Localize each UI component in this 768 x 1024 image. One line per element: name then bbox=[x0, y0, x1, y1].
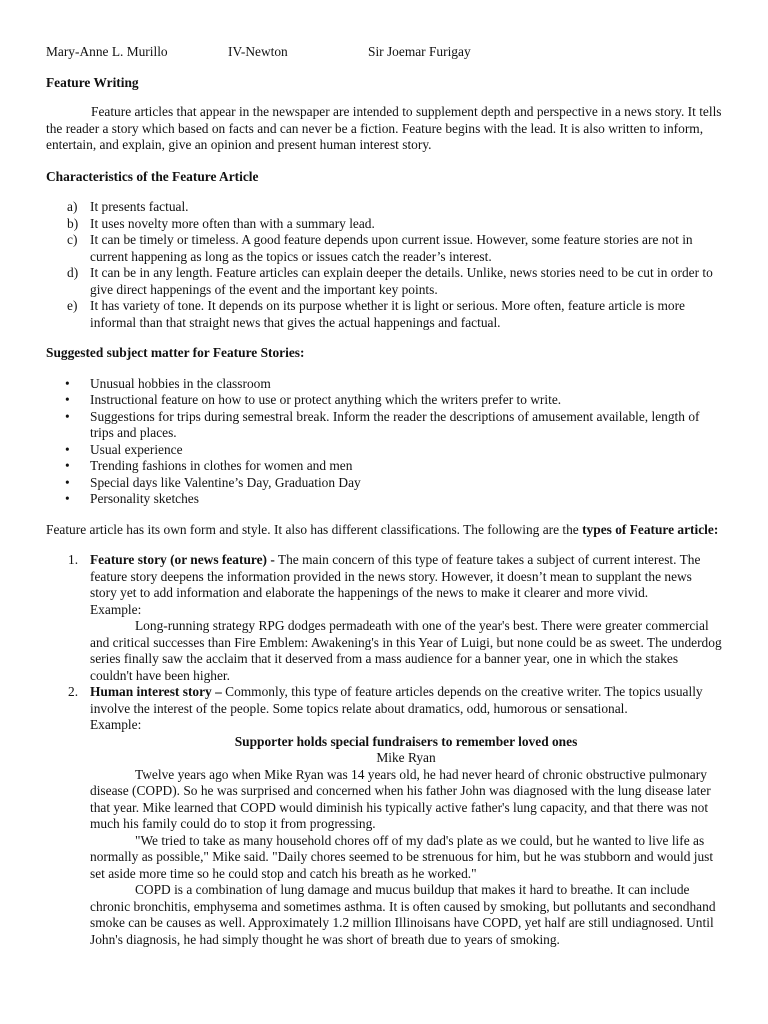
list-item-text: Special days like Valentine’s Day, Graduation Day bbox=[90, 474, 361, 490]
types-intro-text: Feature article has its own form and style. It also has different classifications. The following are the bbox=[46, 521, 583, 537]
bullet-icon: • bbox=[65, 441, 70, 457]
document-title: Feature Writing bbox=[46, 74, 139, 90]
article-title: Supporter holds special fundraisers to remember loved ones bbox=[234, 733, 578, 749]
list-marker: b) bbox=[67, 215, 79, 231]
list-item-text: Trending fashions in clothes for women and men bbox=[90, 458, 353, 473]
type-description: The main concern of this type of feature takes a subject of current interest. The feature story deepens the information provided in the news story. However, it doesn’t mean to supplant the news story yet to add information and elaborate the happenings of the news to make it clearer and more vivid. bbox=[90, 552, 701, 600]
subjects-heading: Suggested subject matter for Feature Stories: bbox=[46, 345, 305, 360]
list-item bbox=[46, 199, 722, 216]
example-label: Example: bbox=[90, 601, 142, 617]
list-item bbox=[46, 458, 722, 475]
list-item bbox=[46, 442, 722, 459]
class-section: IV-Newton bbox=[228, 44, 288, 59]
list-item-text: It uses novelty more often than with a summary lead. bbox=[90, 215, 375, 231]
list-item-text: It can be timely or timeless. A good feature depends upon current issue. However, some feature stories are not in current happening as long as the topics or issues catch the reader’s interest. bbox=[90, 232, 693, 264]
list-item-text: Instructional feature on how to use or protect anything which the writers prefer to write. bbox=[90, 392, 562, 407]
list-item-text: Personality sketches bbox=[90, 491, 199, 506]
type-description: Commonly, this type of feature articles depends on the creative writer. The topics usually involve the interest of the people. Some topics relate about dramatics, odd, humorous or sensational. bbox=[90, 684, 703, 716]
list-item-text: Suggestions for trips during semestral break. Inform the reader the descriptions of amusement available, length of trips and places. bbox=[90, 408, 700, 440]
list-item bbox=[46, 392, 722, 409]
document-page bbox=[46, 44, 722, 948]
list-item bbox=[46, 265, 722, 298]
author-name: Mary-Anne L. Murillo bbox=[46, 44, 168, 59]
type-term: Human interest story – bbox=[90, 684, 222, 699]
subjects-list bbox=[46, 376, 722, 508]
types-list bbox=[46, 552, 722, 948]
intro-paragraph: Feature articles that appear in the newspaper are intended to supplement depth and perspective in a news story. It tells the reader a story which based on facts and can never be a fiction. Feature begins with the lead. It is also written to inform, entertain, and explain, give an opinion and present human interest story. bbox=[46, 104, 722, 152]
list-item bbox=[46, 232, 722, 265]
document-header bbox=[46, 44, 722, 61]
bullet-icon: • bbox=[65, 474, 70, 490]
type-term: Feature story (or news feature) - bbox=[90, 552, 275, 567]
list-item-text: It presents factual. bbox=[90, 199, 189, 214]
list-item bbox=[46, 376, 722, 393]
list-marker: d) bbox=[67, 265, 79, 280]
article-paragraph: "We tried to take as many household chores off of my dad's plate as we could, but he wanted to live life as normally as possible," Mike said. "Daily chores seemed to be strenuous for him, but he was stubborn and would just set aside more time so he could stop and catch his breath as he worked." bbox=[90, 832, 714, 881]
list-item bbox=[46, 216, 722, 233]
list-item-text: It has variety of tone. It depends on its purpose whether it is light or serious. More often, feature article is more informal than that straight news that gives the actual happenings and factual. bbox=[90, 298, 685, 330]
list-item-text: Unusual hobbies in the classroom bbox=[90, 375, 271, 391]
list-marker: 2. bbox=[68, 684, 79, 699]
types-intro-paragraph bbox=[46, 522, 722, 539]
list-marker: a) bbox=[67, 199, 78, 214]
list-marker: e) bbox=[67, 298, 78, 313]
article-byline: Mike Ryan bbox=[376, 750, 436, 765]
list-item bbox=[46, 298, 722, 331]
list-item bbox=[46, 684, 722, 948]
list-item bbox=[46, 475, 722, 492]
bullet-icon: • bbox=[65, 408, 70, 424]
list-item-text: It can be in any length. Feature articles can explain deeper the details. Unlike, news stories need to be cut in order to give direct happenings of the event and the important key points. bbox=[90, 265, 713, 297]
characteristics-list bbox=[46, 199, 722, 331]
teacher-name: Sir Joemar Furigay bbox=[368, 44, 471, 59]
article-paragraph: Twelve years ago when Mike Ryan was 14 years old, he had never heard of chronic obstructive pulmonary disease (COPD). So he was surprised and concerned when his father John was diagnosed with the lung disease later that year. Mike learned that COPD would diminish his typically active father's lung capacity, and that there was not much his family could do to stop it from progressing. bbox=[90, 766, 711, 831]
example-text: Long-running strategy RPG dodges permadeath with one of the year's best. There were greater commercial and critical successes than Fire Emblem: Awakening's in this Year of Luigi, but none could be as sweet. The underdog series finally saw the acclaim that it deserved from a mass audience for a banner year, one in which the stakes couldn't have been higher. bbox=[90, 618, 722, 683]
list-item bbox=[46, 491, 722, 508]
bullet-icon: • bbox=[65, 458, 70, 473]
characteristics-heading: Characteristics of the Feature Article bbox=[46, 168, 259, 184]
article-paragraph: COPD is a combination of lung damage and mucus buildup that makes it hard to breathe. It can include chronic bronchitis, emphysema and sometimes asthma. It is often caused by smoking, but pollutants and secondhand smoke can be causes as well. Approximately 1.2 million Illinoisans have COPD, yet half are still undiagnosed. Until John's diagnosis, he had simply thought he was short of breath due to years of smoking. bbox=[90, 882, 716, 947]
list-item bbox=[46, 552, 722, 684]
list-item bbox=[46, 409, 722, 442]
bullet-icon: • bbox=[65, 392, 70, 407]
list-item-text: Usual experience bbox=[90, 441, 183, 457]
bullet-icon: • bbox=[65, 375, 70, 391]
example-label: Example: bbox=[90, 717, 142, 732]
types-intro-bold: types of Feature article: bbox=[582, 521, 719, 537]
list-marker: c) bbox=[67, 232, 78, 247]
bullet-icon: • bbox=[65, 491, 70, 506]
list-marker: 1. bbox=[68, 552, 79, 567]
